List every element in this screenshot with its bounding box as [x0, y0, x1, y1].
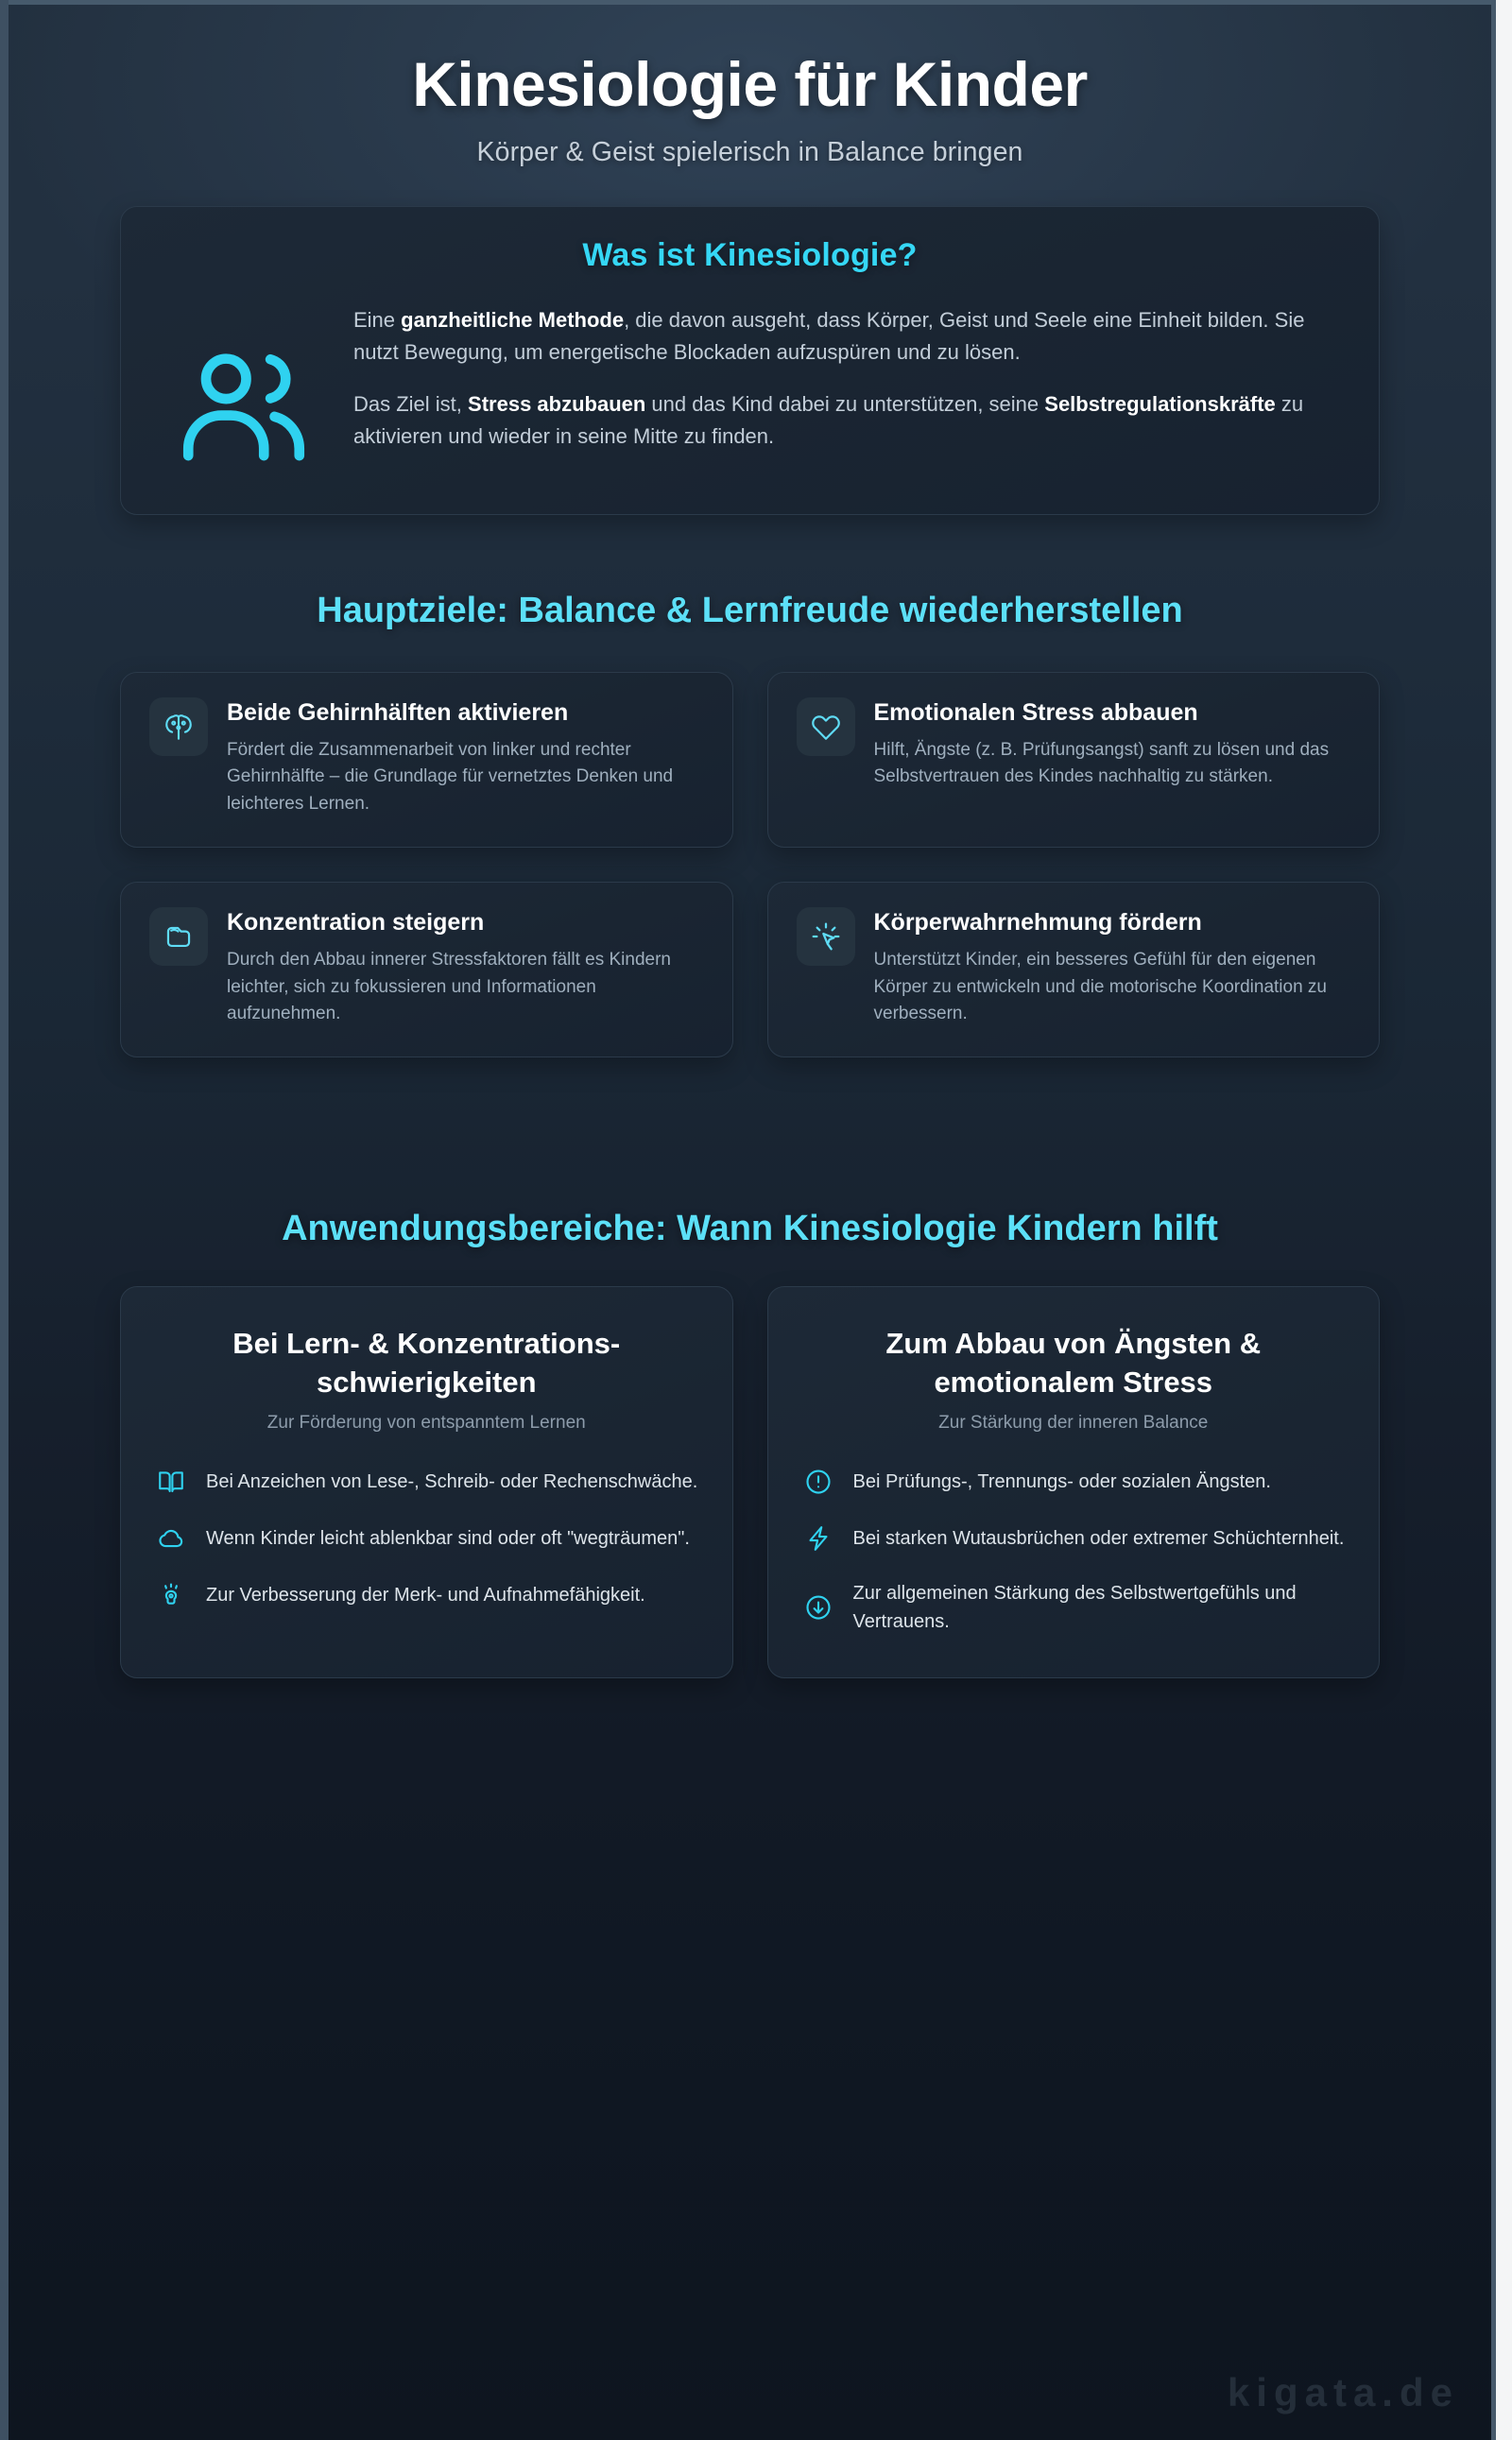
apply-card-anxiety [767, 1286, 1381, 1678]
list-item [155, 1579, 698, 1611]
cursor-click-icon [797, 907, 855, 966]
list-item [802, 1579, 1346, 1636]
list-item [155, 1522, 698, 1555]
apply-card-list [802, 1466, 1346, 1636]
list-item-text: Bei Prüfungs-, Trennungs- oder sozialen Ängsten. [852, 1471, 1271, 1493]
intro-card [120, 206, 1380, 515]
apply-grid [9, 1286, 1491, 1678]
goal-card-body-awareness [767, 882, 1381, 1057]
page-subtitle: Körper & Geist spielerisch in Balance bringen [476, 136, 1023, 167]
goal-card-heart [767, 672, 1381, 848]
page-edge-right [1496, 0, 1512, 2440]
lightning-bolt-icon [802, 1522, 834, 1555]
goal-card-focus [120, 882, 733, 1057]
target-folder-icon [149, 907, 208, 966]
watermark: kigata.de [1227, 2370, 1459, 2414]
goal-title: Emotionalen Stress abbauen [873, 699, 1198, 727]
intro-heading: Was ist Kinesiologie? [582, 236, 918, 273]
intro-p2-pre: Das Ziel ist, [353, 391, 469, 416]
list-item-text: Wenn Kinder leicht ablenkbar sind oder oft "wegträumen". [206, 1528, 690, 1550]
apply-card-subtitle: Zur Förderung von entspanntem Lernen [266, 1413, 586, 1434]
goal-card-brain [120, 672, 733, 848]
intro-paragraph-2 [353, 388, 1341, 454]
apply-heading-wrap [9, 1205, 1491, 1252]
goal-content [874, 697, 1351, 818]
apply-card-learning [120, 1286, 733, 1678]
goals-heading: Hauptziele: Balance & Lernfreude wiederherstellen [317, 590, 1183, 630]
goals-grid [9, 672, 1491, 1057]
apply-card-list [155, 1466, 698, 1611]
heart-icon [797, 697, 855, 756]
intro-paragraph-1 [353, 304, 1341, 369]
book-open-icon [155, 1466, 187, 1498]
intro-p2-post: zu aktivieren und wieder in seine Mitte zu finden. [353, 391, 1304, 448]
goal-description: Fördert die Zusammenarbeit von linker und rechter Gehirnhälfte – die Grundlage für vernetztes Denken und leichteres Lernen. [227, 739, 674, 815]
infographic-canvas [9, 5, 1491, 2440]
intro-p1-post: , die davon ausgeht, dass Körper, Geist und Seele eine Einheit bilden. Sie nutzt Bewegung, um energetische Blockaden aufzuspüren und zu lösen. [353, 307, 1305, 365]
goal-content [227, 907, 704, 1028]
intro-body [159, 302, 1341, 476]
list-item [802, 1522, 1346, 1555]
brain-sparkle-icon [155, 1579, 187, 1611]
intro-text [353, 302, 1341, 453]
arrow-down-circle-icon [802, 1591, 834, 1624]
goal-title: Beide Gehirnhälften aktivieren [227, 699, 569, 727]
alert-circle-icon [802, 1466, 834, 1498]
apply-card-title: Bei Lern- & Konzentrations-schwierigkeiten [232, 1327, 621, 1399]
intro-p2-mid: und das Kind dabei zu unterstützen, seine [645, 391, 1045, 416]
goals-heading-wrap [9, 587, 1491, 634]
cloud-icon [155, 1522, 187, 1555]
goal-content [227, 697, 704, 818]
brain-icon [149, 697, 208, 756]
apply-card-title: Zum Abbau von Ängsten & emotionalem Stress [885, 1327, 1262, 1399]
goal-title: Körperwahrnehmung fördern [873, 909, 1202, 936]
intro-p2-bold-1: Stress abzubauen [468, 391, 646, 416]
goal-description: Hilft, Ängste (z. B. Prüfungsangst) sanft zu lösen und das Selbstvertrauen des Kindes nachhaltig zu stärken. [873, 739, 1330, 787]
goal-title: Konzentration steigern [227, 909, 485, 936]
page-title: Kinesiologie für Kinder [412, 49, 1088, 119]
apply-card-subtitle: Zur Stärkung der inneren Balance [938, 1413, 1209, 1434]
intro-section [9, 168, 1491, 515]
intro-p1-pre: Eine [353, 307, 402, 332]
goal-content [874, 907, 1351, 1028]
intro-p1-bold: ganzheitliche Methode [401, 307, 625, 332]
page-header [9, 5, 1491, 168]
list-item-text: Bei starken Wutausbrüchen oder extremer Schüchternheit. [852, 1528, 1345, 1550]
apply-heading: Anwendungsbereiche: Wann Kinesiologie Kindern hilft [282, 1209, 1218, 1249]
intro-p2-bold-2: Selbstregulationskräfte [1044, 391, 1276, 416]
goal-description: Durch den Abbau innerer Stressfaktoren fällt es Kindern leichter, sich zu fokussieren und Informationen aufzunehmen. [227, 949, 671, 1024]
page-edge-left [0, 0, 9, 2440]
list-item [802, 1466, 1346, 1498]
list-item [155, 1466, 698, 1498]
list-item-text: Zur Verbesserung der Merk- und Aufnahmefähigkeit. [206, 1585, 645, 1607]
list-item-text: Bei Anzeichen von Lese-, Schreib- oder Rechenschwäche. [206, 1471, 698, 1493]
users-icon [159, 302, 329, 476]
goal-description: Unterstützt Kinder, ein besseres Gefühl für den eigenen Körper zu entwickeln und die motorische Koordination zu verbessern. [873, 949, 1327, 1024]
list-item-text: Zur allgemeinen Stärkung des Selbstwertgefühls und Vertrauens. [852, 1583, 1297, 1633]
